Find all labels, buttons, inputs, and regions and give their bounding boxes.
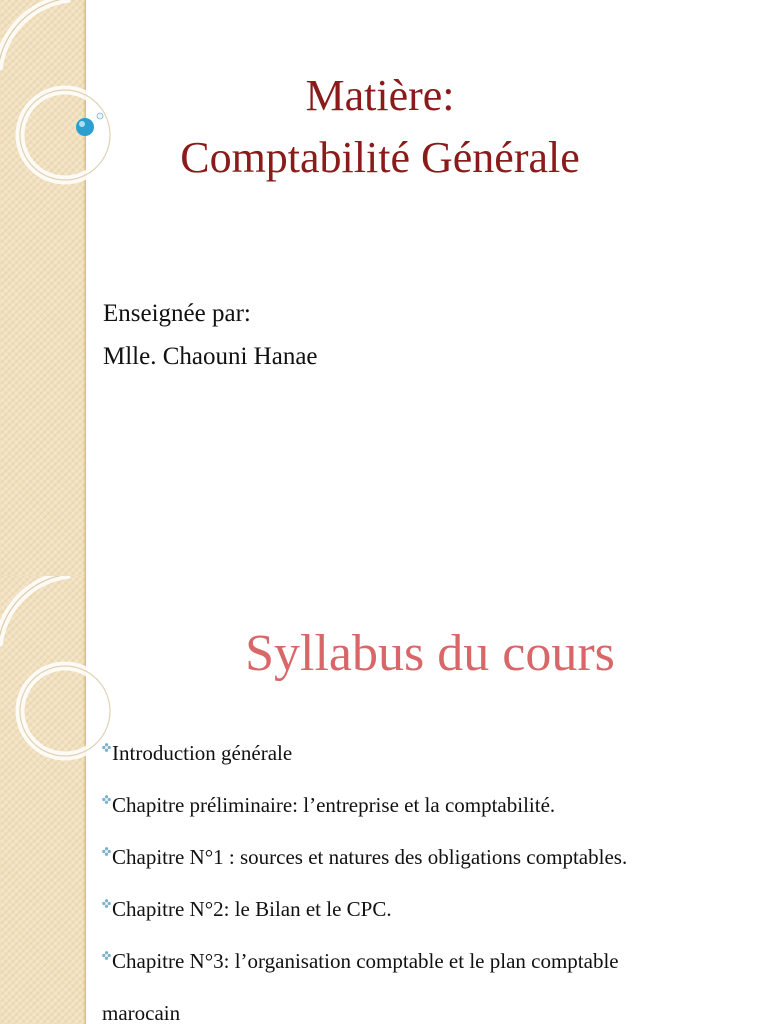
list-item-text: Chapitre N°1 : sources et natures des obligations comptables.: [112, 845, 628, 869]
list-item-text: Chapitre N°2: le Bilan et le CPC.: [112, 897, 392, 921]
list-item-continuation: [102, 1000, 762, 1024]
list-item: [102, 740, 762, 792]
list-item-text: marocain: [102, 1001, 181, 1024]
list-item: [102, 792, 762, 844]
subject-label: Matière:: [305, 71, 455, 120]
list-item: [102, 896, 762, 948]
diamond-bullet-icon: [102, 951, 111, 960]
diamond-bullet-icon: [102, 795, 111, 804]
teacher-name: Mlle. Chaouni Hanae: [103, 343, 318, 370]
diamond-bullet-icon: [102, 899, 111, 908]
decorative-side-band: [0, 576, 86, 1024]
list-item-text: Chapitre N°3: l’organisation comptable et le plan comptable: [112, 949, 619, 973]
slide-syllabus: [0, 576, 768, 1024]
syllabus-title: Syllabus du cours: [245, 625, 615, 682]
list-item: [102, 948, 762, 1000]
diamond-bullet-icon: [102, 847, 111, 856]
list-item-text: Chapitre préliminaire: l’entreprise et la comptabilité.: [112, 793, 556, 817]
list-item: [102, 844, 762, 896]
teacher-label: Enseignée par:: [103, 300, 251, 327]
list-item-text: Introduction générale: [112, 741, 293, 765]
decorative-side-band: [0, 0, 86, 576]
syllabus-list: [102, 740, 762, 1024]
diamond-bullet-icon: [102, 743, 111, 752]
course-title: Comptabilité Générale: [180, 133, 580, 182]
